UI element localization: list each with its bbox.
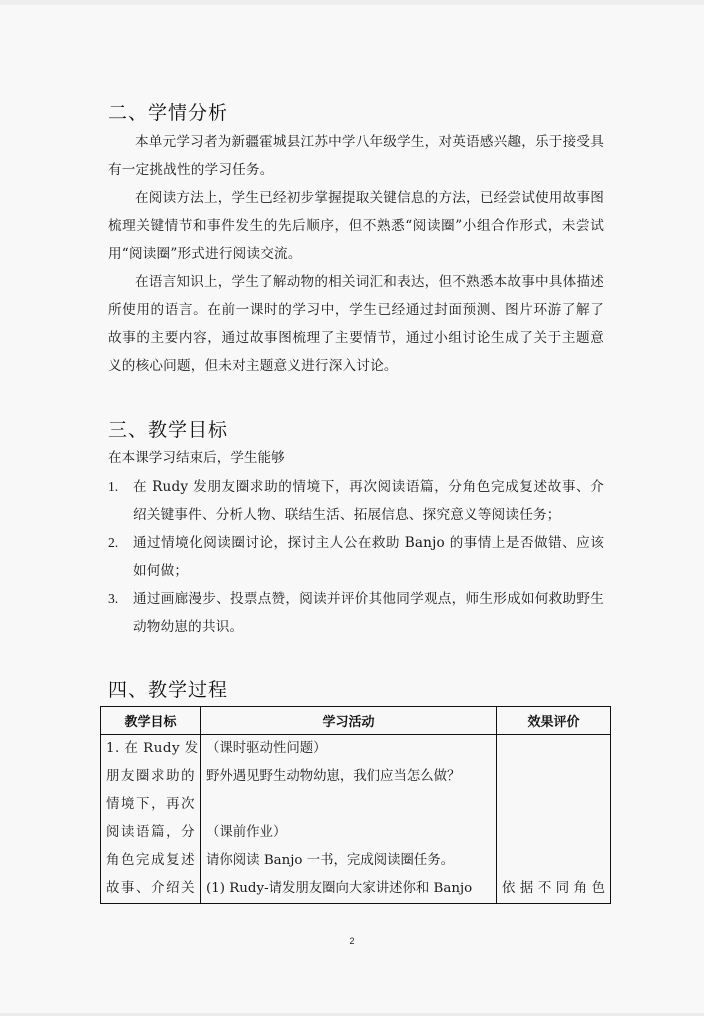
evaluation-line xyxy=(502,791,605,819)
teaching-process-table xyxy=(100,706,611,904)
table-row xyxy=(101,735,611,904)
evaluation-line: 依据不同角色 xyxy=(502,881,605,896)
objective-number: 2. xyxy=(108,535,119,550)
objective-item-3 xyxy=(108,585,604,641)
page-number: 2 xyxy=(349,936,355,946)
goal-line: 阅读语篇，分 xyxy=(106,825,195,840)
analysis-paragraph-3: 在语言知识上，学生了解动物的相关词汇和表达，但不熟悉本故事中具体描述所使用的语言。在前一课时的学习中，学生已经通过封面预测、图片环游了解了故事的主要内容，通过故事图梳理了主要情节，通过小组讨论生成了关于主题意义的核心问题，但未对主题意义进行深入讨论。 xyxy=(108,274,604,374)
goal-line: 角色完成复述 xyxy=(106,853,195,868)
section-heading-process: 四、教学过程 xyxy=(108,679,229,701)
goal-line: 1. 在 Rudy 发 xyxy=(106,741,199,756)
evaluation-line xyxy=(502,847,605,875)
table-header-row xyxy=(101,707,611,735)
objective-text: 通过画廊漫步、投票点赞，阅读并评价其他同学观点，师生形成如何救助野生动物幼崽的共识。 xyxy=(133,591,604,635)
goal-cell xyxy=(101,735,201,904)
goal-line: 朋友圈求助的 xyxy=(106,769,195,784)
goal-line: 情境下，再次 xyxy=(106,797,195,812)
objective-number: 3. xyxy=(108,591,119,606)
column-header-evaluation: 效果评价 xyxy=(497,707,611,735)
activity-line xyxy=(206,791,491,819)
objective-text: 在 Rudy 发朋友圈求助的情境下，再次阅读语篇，分角色完成复述故事、介绍关键事件、分析人物、联结生活、拓展信息、探究意义等阅读任务； xyxy=(133,479,604,523)
section-heading-objectives: 三、教学目标 xyxy=(108,419,229,441)
analysis-paragraph-2: 在阅读方法上，学生已经初步掌握提取关键信息的方法，已经尝试使用故事图梳理关键情节和事件发生的先后顺序，但不熟悉“阅读圈”小组合作形式，未尝试用“阅读圈”形式进行阅读交流。 xyxy=(108,190,604,262)
analysis-paragraph-1: 本单元学习者为新疆霍城县江苏中学八年级学生，对英语感兴趣，乐于接受具有一定挑战性的学习任务。 xyxy=(108,134,604,178)
objective-number: 1. xyxy=(108,479,119,494)
activity-line: （课前作业） xyxy=(206,825,287,840)
evaluation-cell xyxy=(497,735,611,904)
objective-item-1 xyxy=(108,473,604,529)
objective-text: 通过情境化阅读圈讨论，探讨主人公在救助 Banjo 的事情上是否做错、应该如何做； xyxy=(133,535,604,579)
evaluation-line xyxy=(502,819,605,847)
objectives-intro: 在本课学习结束后，学生能够 xyxy=(108,450,285,466)
goal-line: 故事、介绍关 xyxy=(106,881,195,896)
activity-line: 野外遇见野生动物幼崽，我们应当怎么做？ xyxy=(206,769,461,784)
activity-line: (1) Rudy-请发朋友圈向大家讲述你和 Banjo xyxy=(206,881,473,896)
section-heading-analysis: 二、学情分析 xyxy=(108,102,229,124)
evaluation-line xyxy=(502,735,605,763)
activity-line: （课时驱动性问题） xyxy=(206,741,327,756)
activity-cell xyxy=(201,735,497,904)
objective-item-2 xyxy=(108,529,604,585)
column-header-goal: 教学目标 xyxy=(101,707,201,735)
column-header-activity: 学习活动 xyxy=(201,707,497,735)
activity-line: 请你阅读 Banjo 一书，完成阅读圈任务。 xyxy=(206,853,455,868)
evaluation-line xyxy=(502,763,605,791)
